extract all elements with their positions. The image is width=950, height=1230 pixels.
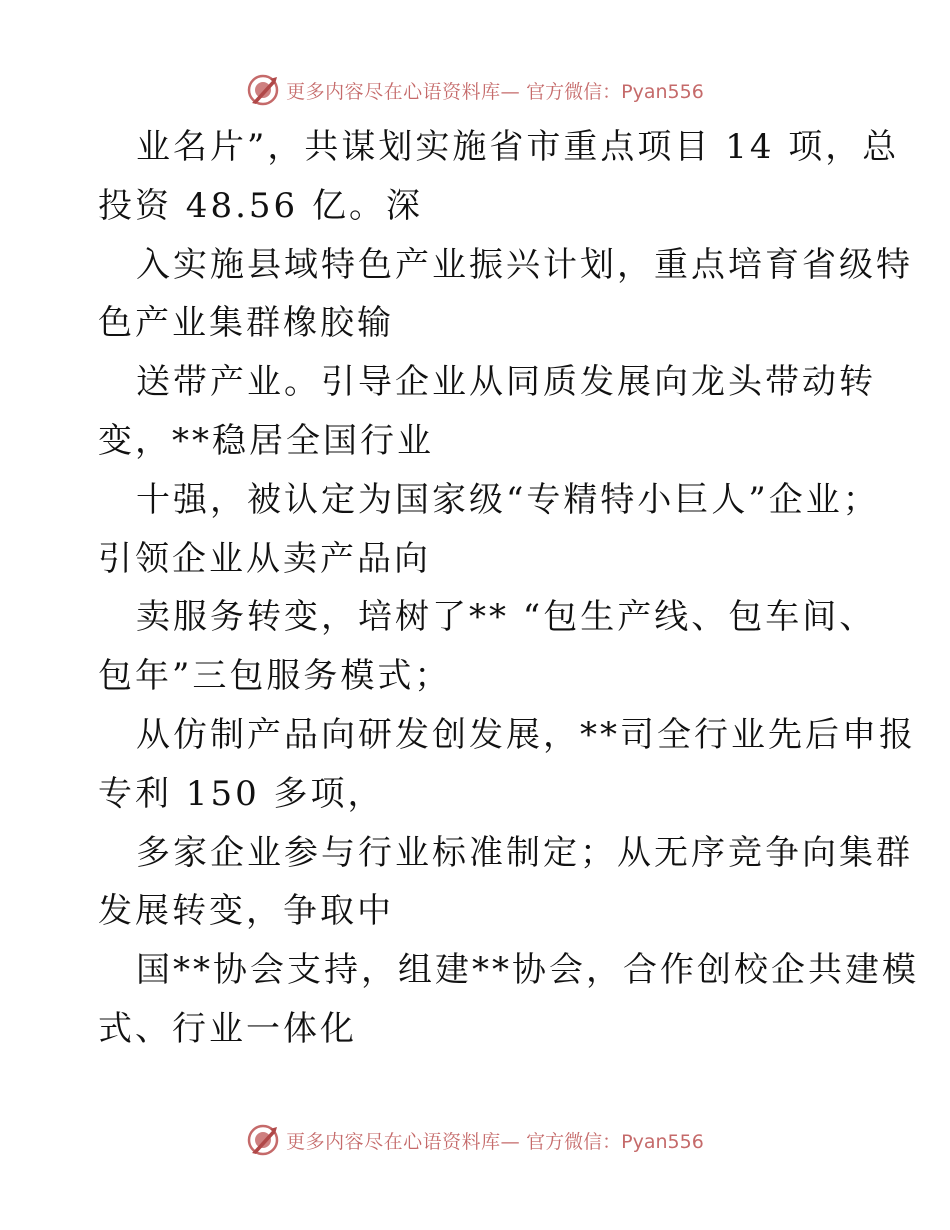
text-line: 投资 48.56 亿。深 (98, 185, 423, 226)
text-line: 多家企业参与行业标准制定；从无序竞争向集群 (136, 832, 913, 873)
text-line: 式、行业一体化 (98, 1008, 357, 1049)
document-body (98, 118, 919, 1059)
text-line: 包年”三包服务模式； (98, 656, 452, 697)
text-line: 送带产业。引导企业从同质发展向龙头带动转 (136, 362, 876, 403)
footer-watermark (0, 1120, 950, 1160)
watermark-text: 更多内容尽在心语资料库— (286, 80, 521, 103)
header-watermark (0, 70, 950, 110)
text-line: 从仿制产品向研发创发展，**司全行业先后申报 (136, 714, 916, 755)
watermark-text: 更多内容尽在心语资料库— (286, 1130, 521, 1153)
text-line: 引领企业从卖产品向 (98, 538, 431, 579)
text-line: 入实施县域特色产业振兴计划，重点培育省级特 (136, 244, 913, 285)
quill-seal-icon (246, 1123, 280, 1157)
watermark-contact: 官方微信：Pyan556 (526, 80, 704, 103)
text-line: 国**协会支持，组建**协会，合作创校企共建模 (136, 950, 919, 991)
text-line: 专利 150 多项， (98, 773, 385, 814)
text-line: 变，**稳居全国行业 (98, 420, 434, 461)
text-line: 色产业集群橡胶输 (98, 303, 394, 344)
text-line: 业名片”，共谋划实施省市重点项目 14 项，总 (136, 127, 900, 167)
text-line: 卖服务转变，培树了** “包生产线、包车间、 (136, 597, 877, 638)
quill-seal-icon (246, 73, 280, 107)
watermark-contact: 官方微信：Pyan556 (526, 1130, 704, 1153)
text-line: 发展转变，争取中 (98, 891, 394, 932)
text-line: 十强，被认定为国家级“专精特小巨人”企业； (136, 479, 880, 520)
